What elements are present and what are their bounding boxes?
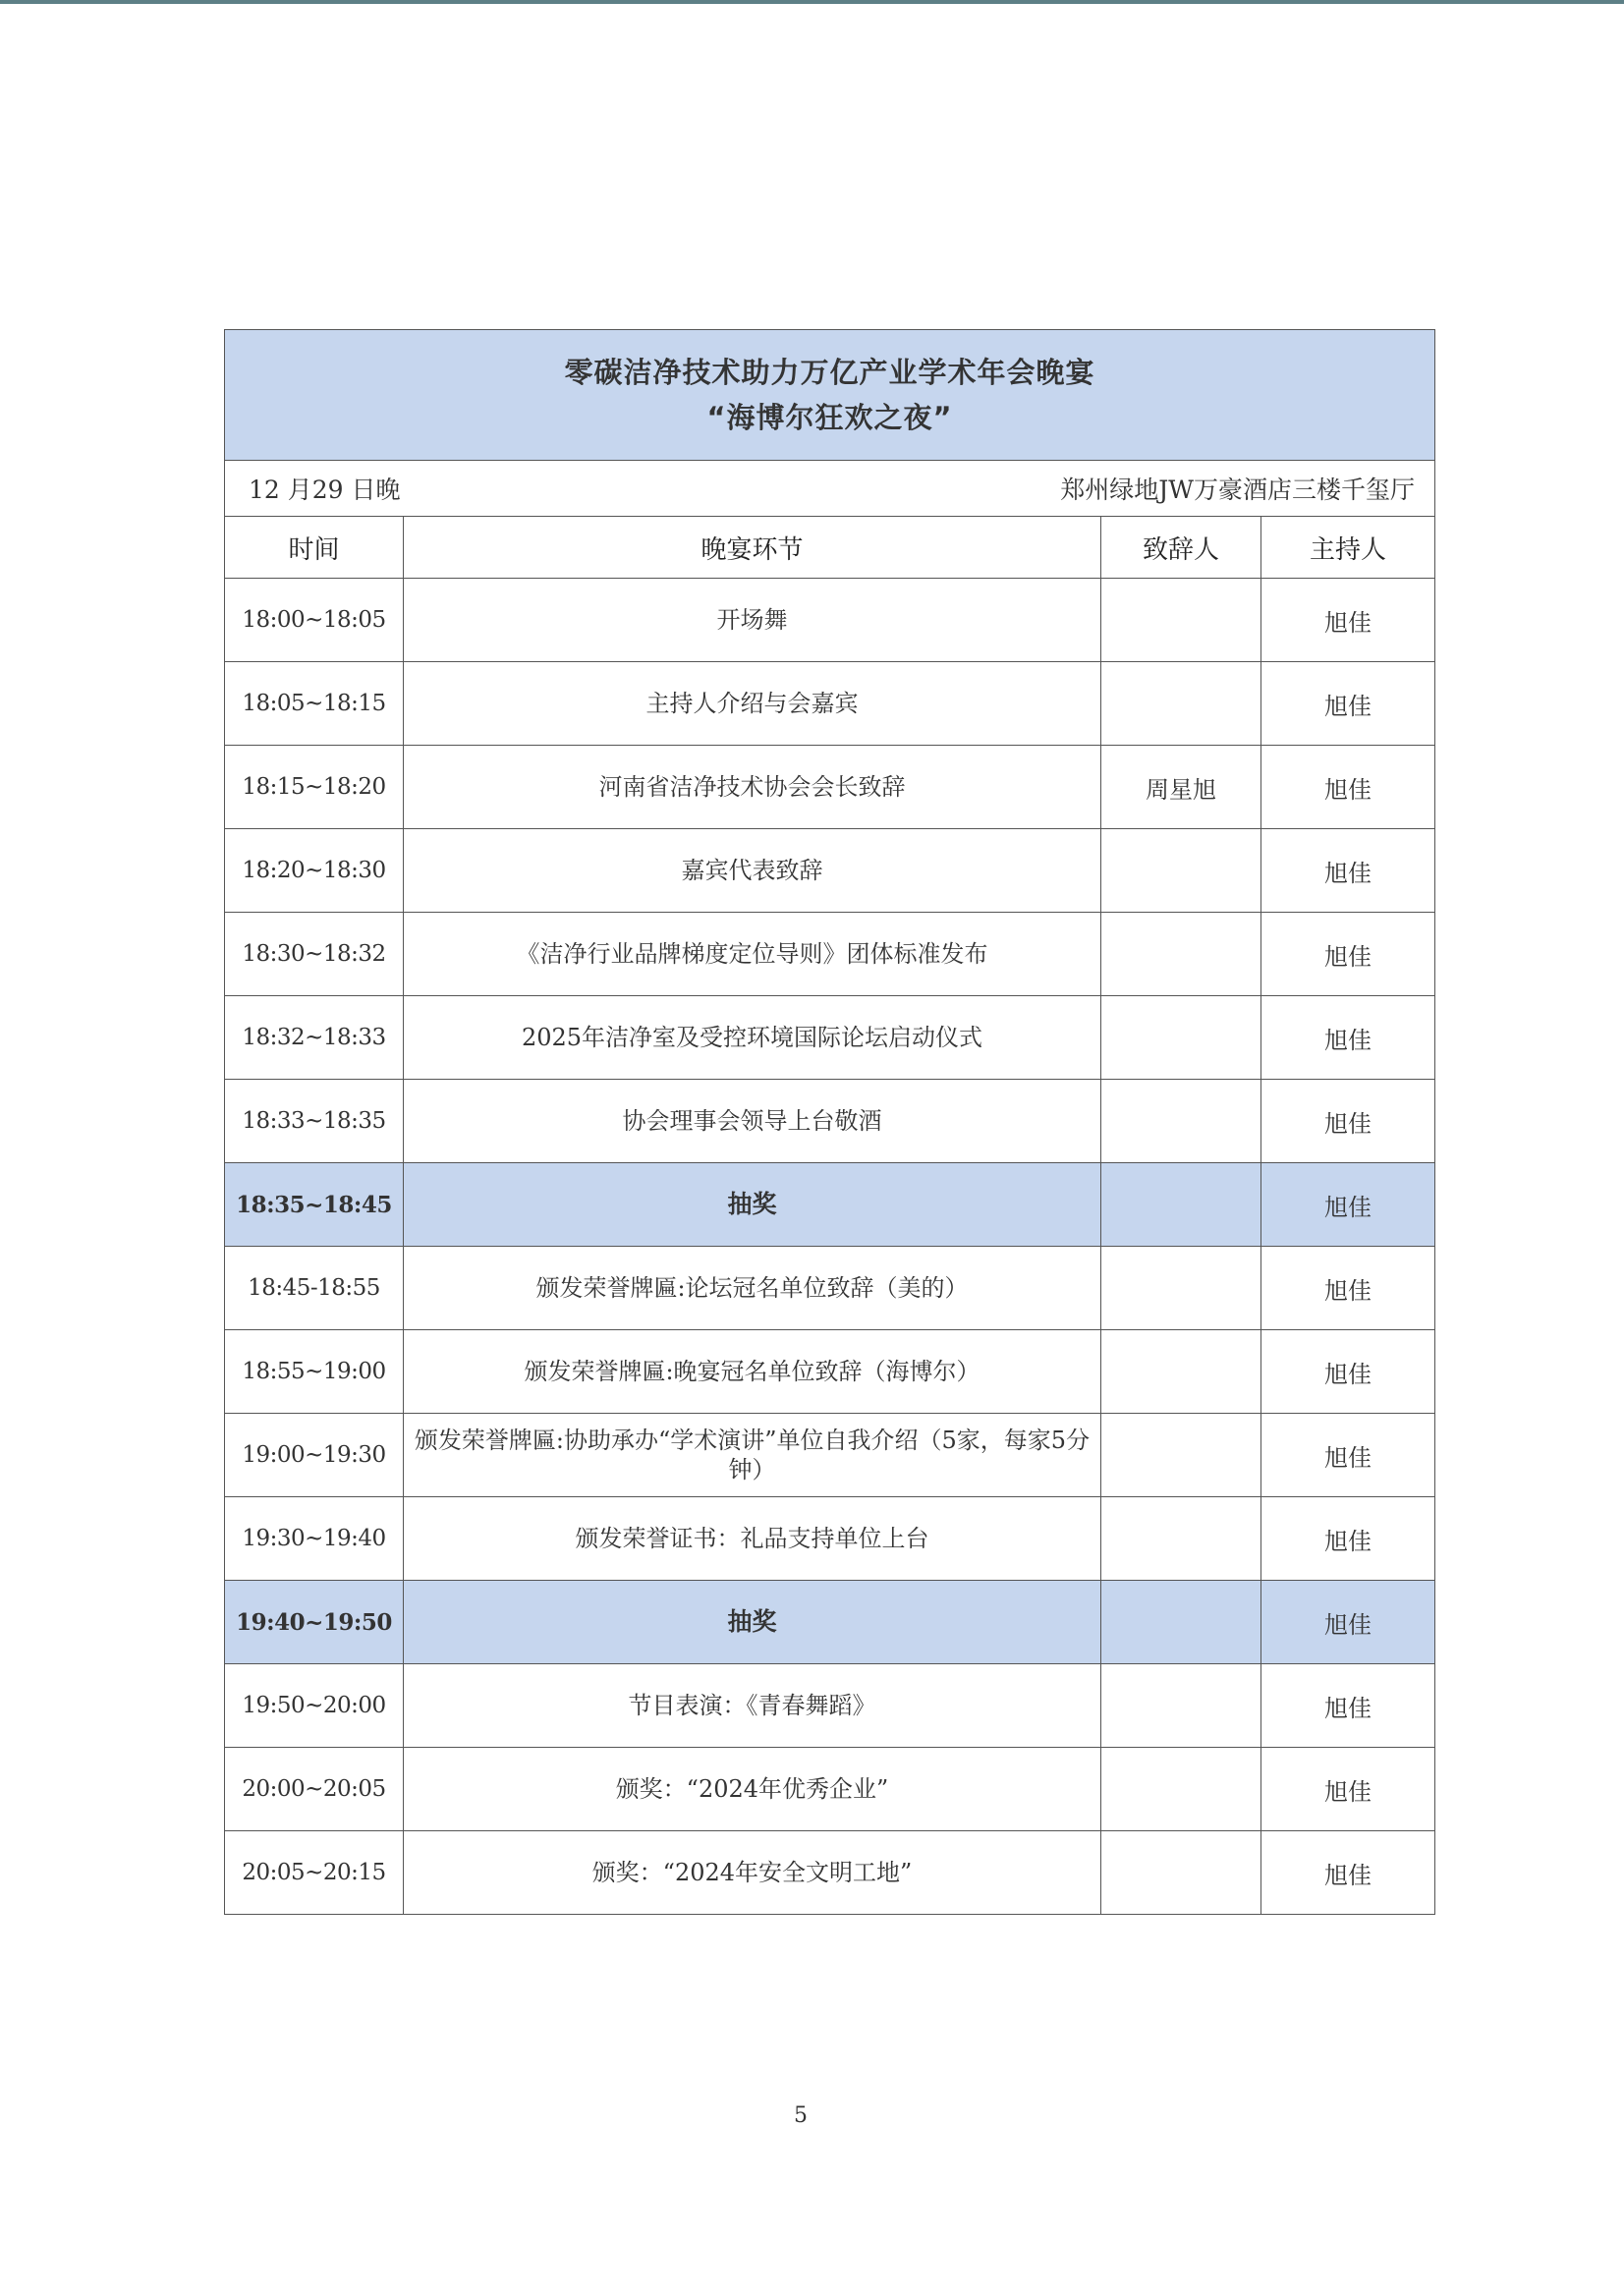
- speaker-cell: [1101, 913, 1261, 996]
- header-event: 晚宴环节: [404, 517, 1101, 579]
- host-cell: 旭佳: [1261, 1330, 1435, 1414]
- title-cell: [225, 330, 1435, 461]
- time-cell: 18:32~18:33: [225, 996, 404, 1080]
- info-row: [225, 461, 1435, 517]
- event-venue: 郑州绿地JW万豪酒店三楼千玺厅: [1060, 476, 1416, 504]
- host-cell: 旭佳: [1261, 579, 1435, 662]
- time-cell: 18:15~18:20: [225, 746, 404, 829]
- table-row: [225, 829, 1435, 913]
- time-cell: 18:20~18:30: [225, 829, 404, 913]
- host-cell: 旭佳: [1261, 1414, 1435, 1497]
- event-cell: 开场舞: [404, 579, 1101, 662]
- table-row: [225, 1664, 1435, 1748]
- time-cell: 18:35~18:45: [225, 1163, 404, 1247]
- banquet-subtitle: “海博尔狂欢之夜”: [706, 401, 953, 434]
- time-cell: 18:55~19:00: [225, 1330, 404, 1414]
- time-cell: 19:30~19:40: [225, 1497, 404, 1581]
- speaker-cell: [1101, 1748, 1261, 1831]
- speaker-cell: [1101, 1497, 1261, 1581]
- page-number: 5: [794, 2103, 808, 2128]
- table-row: [225, 1080, 1435, 1163]
- table-row: [225, 1581, 1435, 1664]
- header-row: [225, 517, 1435, 579]
- host-cell: 旭佳: [1261, 1748, 1435, 1831]
- speaker-cell: [1101, 996, 1261, 1080]
- speaker-cell: [1101, 579, 1261, 662]
- table-row: [225, 1497, 1435, 1581]
- banquet-title: 零碳洁净技术助力万亿产业学术年会晚宴: [564, 356, 1095, 389]
- event-cell: 主持人介绍与会嘉宾: [404, 662, 1101, 746]
- event-cell: 河南省洁净技术协会会长致辞: [404, 746, 1101, 829]
- table-row: [225, 913, 1435, 996]
- event-cell: 节目表演：《青春舞蹈》: [404, 1664, 1101, 1748]
- speaker-cell: [1101, 662, 1261, 746]
- table-row: [225, 1247, 1435, 1330]
- host-cell: 旭佳: [1261, 1163, 1435, 1247]
- speaker-cell: [1101, 1581, 1261, 1664]
- event-cell: 抽奖: [404, 1581, 1101, 1664]
- host-cell: 旭佳: [1261, 746, 1435, 829]
- event-cell: 颁发荣誉牌匾:协助承办“学术演讲”单位自我介绍（5家，每家5分钟）: [404, 1414, 1101, 1497]
- speaker-cell: 周星旭: [1101, 746, 1261, 829]
- host-cell: 旭佳: [1261, 1831, 1435, 1915]
- event-cell: 颁发荣誉证书：礼品支持单位上台: [404, 1497, 1101, 1581]
- event-date: 12 月29 日晚: [249, 476, 401, 504]
- table-row: [225, 1330, 1435, 1414]
- speaker-cell: [1101, 1330, 1261, 1414]
- time-cell: 18:05~18:15: [225, 662, 404, 746]
- host-cell: 旭佳: [1261, 1080, 1435, 1163]
- title-row: [225, 330, 1435, 461]
- table-row: [225, 996, 1435, 1080]
- banquet-schedule-table: [224, 329, 1435, 1915]
- scan-top-edge: [0, 0, 1624, 4]
- speaker-cell: [1101, 1831, 1261, 1915]
- speaker-cell: [1101, 1247, 1261, 1330]
- time-cell: 18:33~18:35: [225, 1080, 404, 1163]
- speaker-cell: [1101, 829, 1261, 913]
- event-cell: 颁奖：“2024年安全文明工地”: [404, 1831, 1101, 1915]
- event-cell: 颁发荣誉牌匾:晚宴冠名单位致辞（海博尔）: [404, 1330, 1101, 1414]
- table-row: [225, 746, 1435, 829]
- speaker-cell: [1101, 1163, 1261, 1247]
- host-cell: 旭佳: [1261, 829, 1435, 913]
- time-cell: 19:50~20:00: [225, 1664, 404, 1748]
- speaker-cell: [1101, 1664, 1261, 1748]
- speaker-cell: [1101, 1414, 1261, 1497]
- host-cell: 旭佳: [1261, 1497, 1435, 1581]
- host-cell: 旭佳: [1261, 662, 1435, 746]
- time-cell: 19:40~19:50: [225, 1581, 404, 1664]
- table-row: [225, 662, 1435, 746]
- event-cell: 抽奖: [404, 1163, 1101, 1247]
- table-row: [225, 1748, 1435, 1831]
- host-cell: 旭佳: [1261, 1581, 1435, 1664]
- header-time: 时间: [225, 517, 404, 579]
- time-cell: 20:05~20:15: [225, 1831, 404, 1915]
- table-row: [225, 1163, 1435, 1247]
- speaker-cell: [1101, 1080, 1261, 1163]
- host-cell: 旭佳: [1261, 1247, 1435, 1330]
- time-cell: 18:45-18:55: [225, 1247, 404, 1330]
- table-row: [225, 1414, 1435, 1497]
- host-cell: 旭佳: [1261, 913, 1435, 996]
- event-cell: 嘉宾代表致辞: [404, 829, 1101, 913]
- time-cell: 18:30~18:32: [225, 913, 404, 996]
- event-cell: 颁奖：“2024年优秀企业”: [404, 1748, 1101, 1831]
- event-cell: 2025年洁净室及受控环境国际论坛启动仪式: [404, 996, 1101, 1080]
- host-cell: 旭佳: [1261, 996, 1435, 1080]
- time-cell: 19:00~19:30: [225, 1414, 404, 1497]
- event-cell: 颁发荣誉牌匾:论坛冠名单位致辞（美的）: [404, 1247, 1101, 1330]
- host-cell: 旭佳: [1261, 1664, 1435, 1748]
- event-cell: 协会理事会领导上台敬酒: [404, 1080, 1101, 1163]
- time-cell: 18:00~18:05: [225, 579, 404, 662]
- table-row: [225, 1831, 1435, 1915]
- event-cell: 《洁净行业品牌梯度定位导则》团体标准发布: [404, 913, 1101, 996]
- table-row: [225, 579, 1435, 662]
- header-host: 主持人: [1261, 517, 1435, 579]
- header-speaker: 致辞人: [1101, 517, 1261, 579]
- info-cell: [225, 461, 1435, 517]
- time-cell: 20:00~20:05: [225, 1748, 404, 1831]
